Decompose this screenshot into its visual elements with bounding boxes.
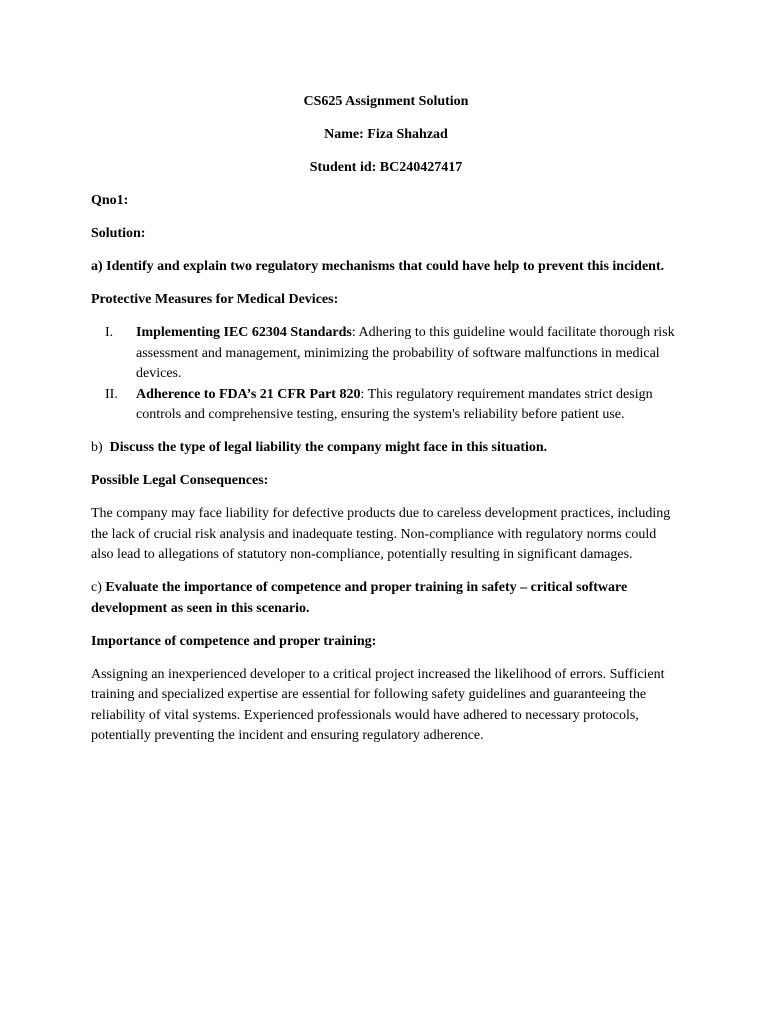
- list-item-number: I.: [105, 325, 114, 340]
- list-item: [91, 385, 681, 426]
- student-name: Name: Fiza Shahzad: [324, 127, 448, 142]
- part-b-heading: Possible Legal Consequences:: [91, 473, 269, 488]
- student-id: Student id: BC240427417: [309, 160, 463, 175]
- solution-label: Solution:: [91, 226, 146, 241]
- part-b-body: The company may face liability for defective products due to careless development practices, including the lack of crucial risk analysis and inadequate testing. Non-compliance with regulatory norms could also lead to allegations of statutory non-compliance, potentially resulting in significant damages.: [91, 506, 671, 562]
- part-c-question-text: Evaluate the importance of competence and proper training in safety – critical software development as seen in this scenario.: [91, 580, 628, 616]
- part-b-question-text: Discuss the type of legal liability the company might face in this situation.: [109, 440, 548, 455]
- part-b-label: b): [91, 440, 103, 455]
- part-c-heading: Importance of competence and proper training:: [91, 633, 377, 649]
- list-item-title: Implementing IEC 62304 Standards: [136, 325, 352, 340]
- list-item-title: Adherence to FDA’s 21 CFR Part 820: [136, 386, 361, 402]
- part-c-question: [91, 578, 681, 619]
- list-item-text: : This regulatory requirement mandates strict design controls and comprehensive testing, ensuring the system's reliability before patient use.: [136, 386, 653, 422]
- question-number: Qno1:: [91, 193, 129, 208]
- part-c-label: c): [91, 580, 102, 595]
- part-a-heading: Protective Measures for Medical Devices:: [91, 292, 339, 307]
- part-a-question: a) Identify and explain two regulatory mechanisms that could have help to prevent this incident.: [91, 259, 665, 274]
- list-item-text: : Adhering to this guideline would facilitate thorough risk assessment and management, minimizing the probability of software malfunctions in medical devices.: [136, 325, 675, 381]
- document-title: CS625 Assignment Solution: [303, 94, 469, 109]
- list-item-number: II.: [105, 386, 118, 402]
- regulatory-measures-list: [91, 323, 681, 426]
- list-item: [91, 323, 681, 385]
- part-b-question: [91, 438, 681, 459]
- document-page: [91, 92, 681, 759]
- part-c-body: Assigning an inexperienced developer to a critical project increased the likelihood of errors. Sufficient training and specialized expertise are essential for following safety guidelines and guaranteeing the reliability of vital systems. Experienced professionals would have adhered to necessary protocols, potentially preventing the incident and ensuring regulatory adherence.: [91, 666, 665, 743]
